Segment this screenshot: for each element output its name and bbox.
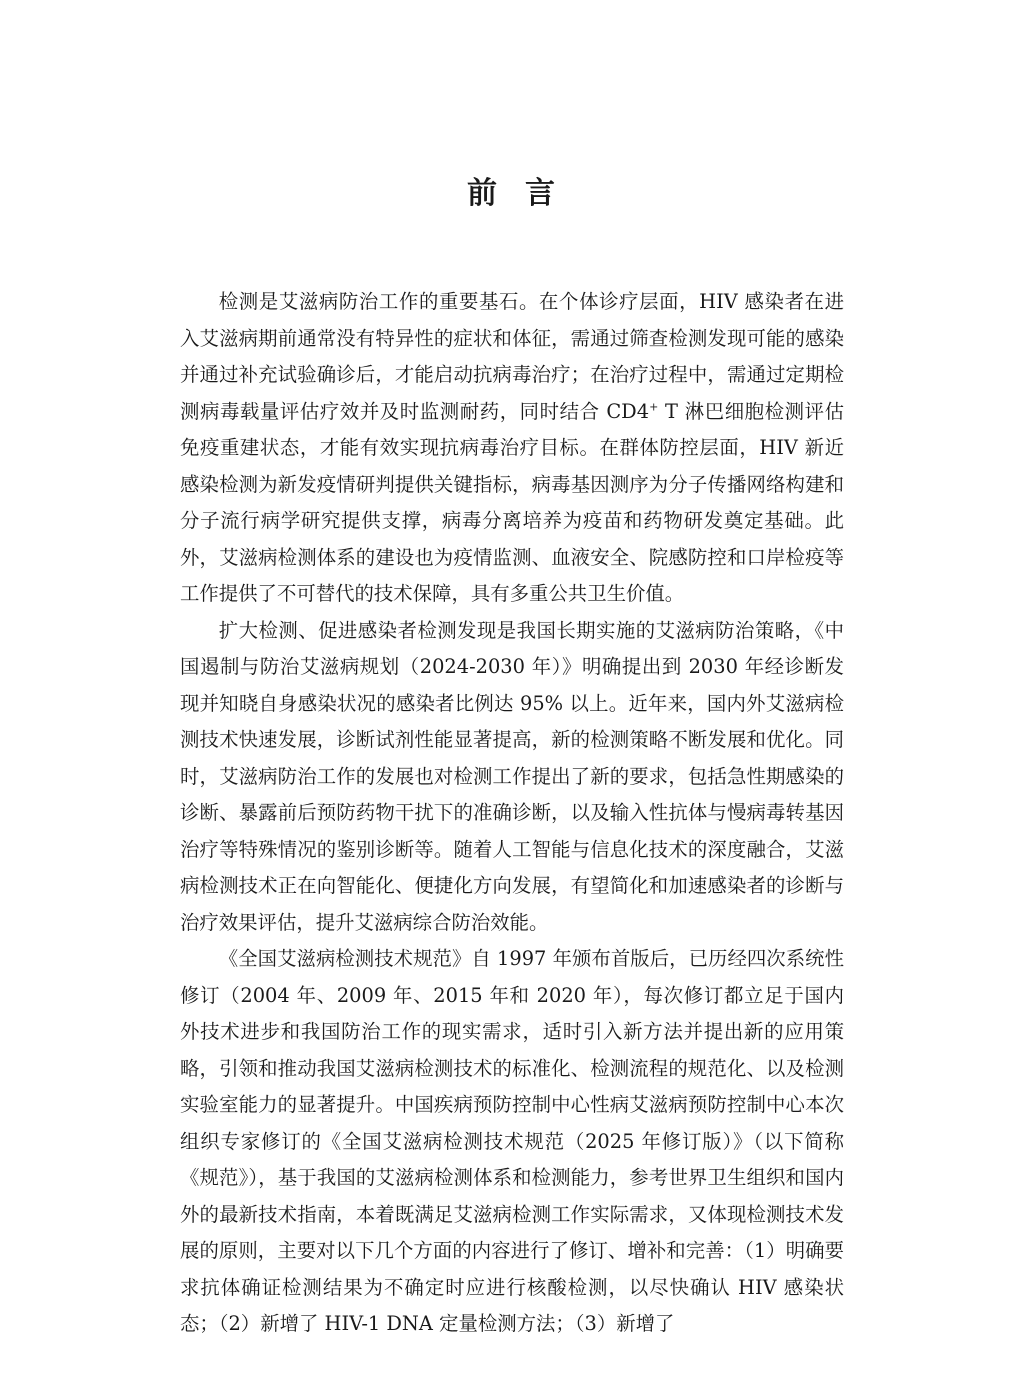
paragraph-1-text-b: T 淋巴细胞检测评估免疫重建状态，才能有效实现抗病毒治疗目标。在群体防控层面，HIV 新近感染检测为新发疫情研判提供关键指标，病毒基因测序为分子传播网络构建和分子流行病学研究提供支撑，病毒分离培养为疫苗和药物研发奠定基础。此外，艾滋病检测体系的建设也为疫情监测、血液安全、院感防控和口岸检疫等工作提供了不可替代的技术保障，具有多重公共卫生价值。: [180, 399, 844, 605]
paragraph-1: [180, 284, 844, 613]
page-title: 前言: [467, 176, 583, 211]
paragraph-1-text-a: 检测是艾滋病防治工作的重要基石。在个体诊疗层面，HIV 感染者在进入艾滋病期前通常没有特异性的症状和体征，需通过筛查检测发现可能的感染并通过补充试验确诊后，才能启动抗病毒治疗；在治疗过程中，需通过定期检测病毒载量评估疗效并及时监测耐药，同时结合 CD4: [180, 290, 844, 423]
document-body: [180, 284, 844, 1343]
paragraph-3: 《全国艾滋病检测技术规范》自 1997 年颁布首版后，已历经四次系统性修订（2004 年、2009 年、2015 年和 2020 年），每次修订都立足于国内外技术进步和我国防治工作的现实需求，适时引入新方法并提出新的应用策略，引领和推动我国艾滋病检测技术的标准化、检测流程的规范化、以及检测实验室能力的显著提升。中国疾病预防控制中心性病艾滋病预防控制中心本次组织专家修订的《全国艾滋病检测技术规范（2025 年修订版）》（以下简称《规范》），基于我国的艾滋病检测体系和检测能力，参考世界卫生组织和国内外的最新技术指南，本着既满足艾滋病检测工作实际需求，又体现检测技术发展的原则，主要对以下几个方面的内容进行了修订、增补和完善：（1）明确要求抗体确证检测结果为不确定时应进行核酸检测，以尽快确认 HIV 感染状态；（2）新增了 HIV-1 DNA 定量检测方法；（3）新增了: [180, 947, 844, 1335]
paragraph-2: 扩大检测、促进感染者检测发现是我国长期实施的艾滋病防治策略，《中国遏制与防治艾滋病规划（2024-2030 年）》明确提出到 2030 年经诊断发现并知晓自身感染状况的感染者比例达 95% 以上。近年来，国内外艾滋病检测技术快速发展，诊断试剂性能显著提高，新的检测策略不断发展和优化。同时，艾滋病防治工作的发展也对检测工作提出了新的要求，包括急性期感染的诊断、暴露前后预防药物干扰下的准确诊断，以及输入性抗体与慢病毒转基因治疗等特殊情况的鉴别诊断等。随着人工智能与信息化技术的深度融合，艾滋病检测技术正在向智能化、便捷化方向发展，有望简化和加速感染者的诊断与治疗效果评估，提升艾滋病综合防治效能。: [180, 618, 844, 934]
cd4-superscript: +: [649, 400, 659, 414]
